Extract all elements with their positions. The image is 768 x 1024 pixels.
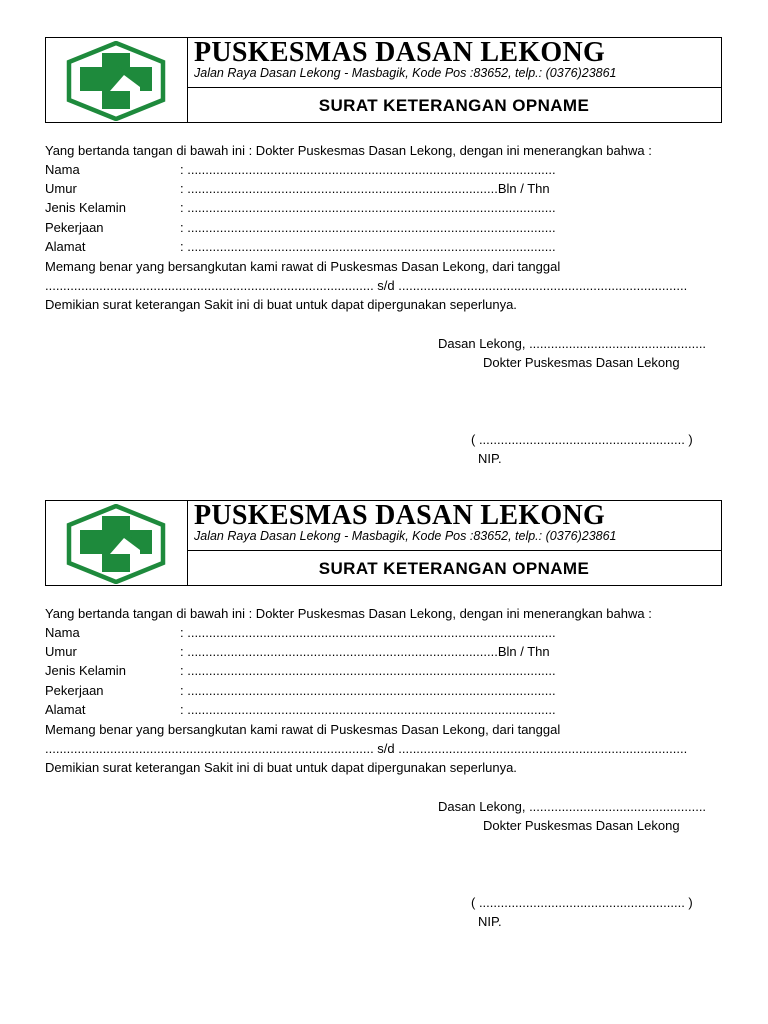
statement-text: Memang benar yang bersangkutan kami rawat di Puskesmas Dasan Lekong, dari tanggal xyxy=(45,722,561,737)
signer-name-line: ( ......................................................... ) xyxy=(471,432,693,447)
place-date: Dasan Lekong, ................................................. xyxy=(438,336,707,351)
field-value-pekerjaan: : ...................................................................................................... xyxy=(180,683,556,698)
place-date: Dasan Lekong, ................................................. xyxy=(438,799,707,814)
field-value-jenis-kelamin: : ...................................................................................................... xyxy=(180,200,556,215)
field-value-alamat: : ...................................................................................................... xyxy=(180,702,556,717)
subtitle-row xyxy=(187,87,721,123)
field-value-alamat: : ...................................................................................................... xyxy=(180,239,556,254)
form-2 xyxy=(0,500,768,963)
field-value-nama: : ...................................................................................................... xyxy=(180,625,556,640)
field-label-alamat: Alamat xyxy=(45,702,86,717)
date-range-line: ........................................................................................... s/d ................................................................................ xyxy=(45,278,688,293)
field-value-umur: : ......................................................................................Bln / Thn xyxy=(180,181,550,196)
intro-text: Yang bertanda tangan di bawah ini : Dokter Puskesmas Dasan Lekong, dengan ini menerangkan bahwa : xyxy=(45,143,652,158)
field-label-umur: Umur xyxy=(45,644,77,659)
closing-text: Demikian surat keterangan Sakit ini di buat untuk dapat dipergunakan seperlunya. xyxy=(45,760,517,775)
field-label-pekerjaan: Pekerjaan xyxy=(45,220,104,235)
document-subtitle: SURAT KETERANGAN OPNAME xyxy=(318,95,590,115)
field-label-alamat: Alamat xyxy=(45,239,86,254)
subtitle-row xyxy=(187,550,721,586)
puskesmas-logo-icon xyxy=(66,41,166,121)
signer-role: Dokter Puskesmas Dasan Lekong xyxy=(483,818,680,833)
field-label-pekerjaan: Pekerjaan xyxy=(45,683,104,698)
field-label-jenis-kelamin: Jenis Kelamin xyxy=(45,663,126,678)
signer-name-line: ( ......................................................... ) xyxy=(471,895,693,910)
field-value-pekerjaan: : ...................................................................................................... xyxy=(180,220,556,235)
document-subtitle: SURAT KETERANGAN OPNAME xyxy=(318,558,590,578)
field-value-umur: : ......................................................................................Bln / Thn xyxy=(180,644,550,659)
letterhead xyxy=(45,500,722,586)
address-line: Jalan Raya Dasan Lekong - Masbagik, Kode Pos :83652, telp.: (0376)23861 xyxy=(194,529,617,543)
logo-cell xyxy=(46,38,188,122)
field-label-jenis-kelamin: Jenis Kelamin xyxy=(45,200,126,215)
page-title: PUSKESMAS DASAN LEKONG xyxy=(194,37,606,68)
nip-label: NIP. xyxy=(478,914,502,929)
field-label-nama: Nama xyxy=(45,625,80,640)
form-1 xyxy=(0,37,768,500)
date-range-line: ........................................................................................... s/d ................................................................................ xyxy=(45,741,688,756)
field-label-umur: Umur xyxy=(45,181,77,196)
statement-text: Memang benar yang bersangkutan kami rawat di Puskesmas Dasan Lekong, dari tanggal xyxy=(45,259,561,274)
field-label-nama: Nama xyxy=(45,162,80,177)
field-value-jenis-kelamin: : ...................................................................................................... xyxy=(180,663,556,678)
field-value-nama: : ...................................................................................................... xyxy=(180,162,556,177)
puskesmas-logo-icon xyxy=(66,504,166,584)
page-title: PUSKESMAS DASAN LEKONG xyxy=(194,500,606,531)
nip-label: NIP. xyxy=(478,451,502,466)
closing-text: Demikian surat keterangan Sakit ini di buat untuk dapat dipergunakan seperlunya. xyxy=(45,297,517,312)
logo-cell xyxy=(46,501,188,585)
address-line: Jalan Raya Dasan Lekong - Masbagik, Kode Pos :83652, telp.: (0376)23861 xyxy=(194,66,617,80)
intro-text: Yang bertanda tangan di bawah ini : Dokter Puskesmas Dasan Lekong, dengan ini menerangkan bahwa : xyxy=(45,606,652,621)
letterhead xyxy=(45,37,722,123)
signer-role: Dokter Puskesmas Dasan Lekong xyxy=(483,355,680,370)
